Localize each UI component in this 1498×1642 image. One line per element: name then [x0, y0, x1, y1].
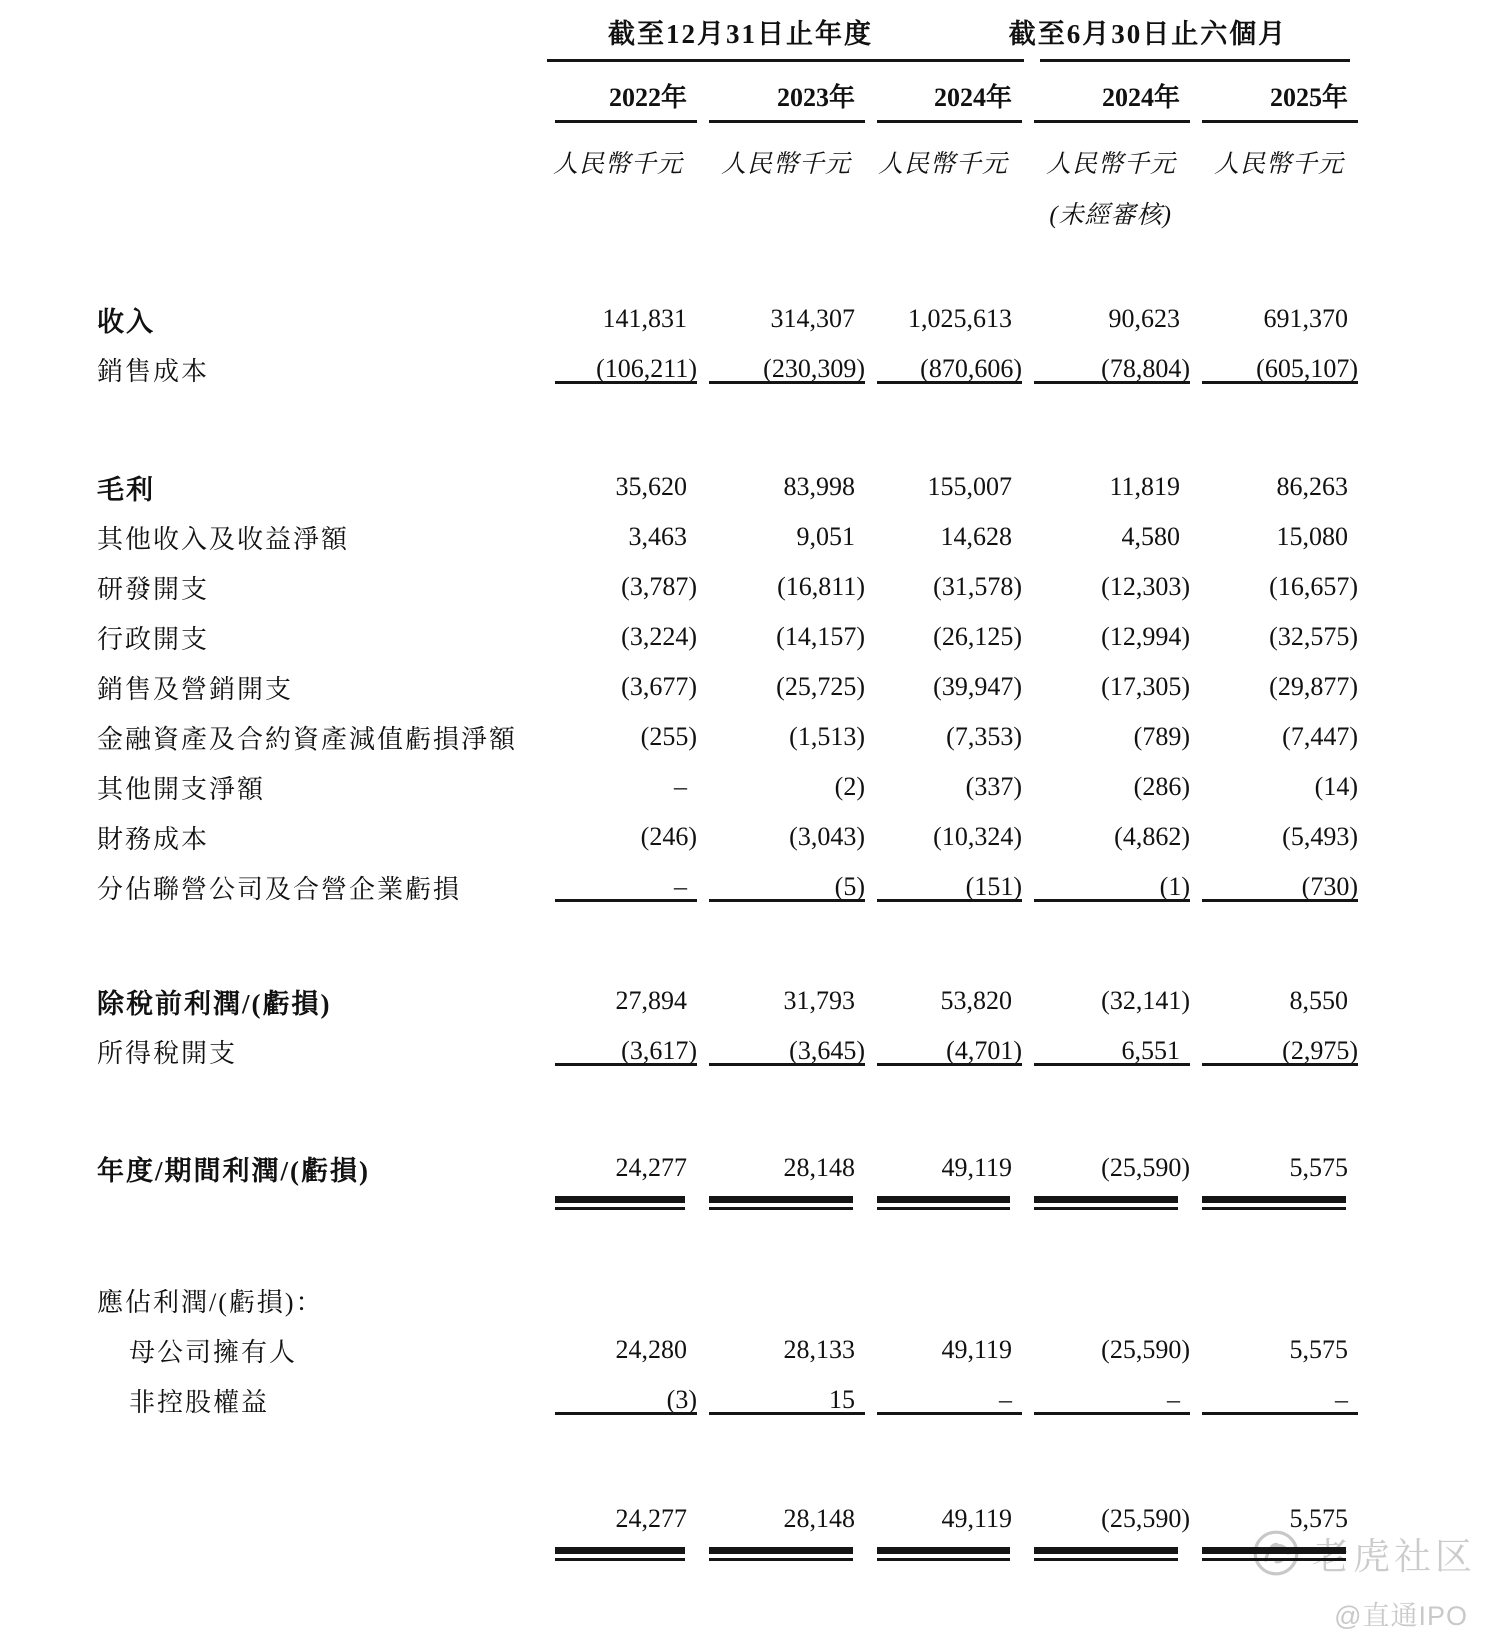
value-cell — [1192, 1335, 1360, 1365]
value-cell — [1192, 872, 1360, 902]
value-cell — [545, 522, 699, 552]
value-cell — [1192, 722, 1360, 752]
value-text: 83,998 — [783, 472, 855, 501]
value-text: (3,617) — [621, 1036, 697, 1065]
row-label: 除稅前利潤/(虧損) — [97, 988, 332, 1019]
value-text: (2) — [834, 772, 865, 801]
year-header-2023: 2023年 — [699, 77, 867, 123]
value-cell — [699, 772, 867, 802]
value-text: (4,701) — [946, 1036, 1022, 1065]
value-cell — [699, 572, 867, 602]
spacer — [0, 1425, 1498, 1494]
value-text: (10,324) — [933, 822, 1022, 851]
value-cell — [867, 622, 1024, 652]
table-row — [0, 512, 1498, 562]
value-text: 49,119 — [941, 1504, 1012, 1533]
value-cell — [1192, 304, 1360, 334]
double-rule-row — [0, 1544, 1498, 1561]
spacer — [0, 1210, 1498, 1275]
value-text: 6,551 — [1121, 1036, 1180, 1065]
value-text: (3) — [666, 1385, 697, 1414]
value-cell — [699, 986, 867, 1016]
value-cell — [1024, 522, 1192, 552]
row-label: 金融資產及合約資產減值虧損淨額 — [97, 724, 518, 754]
value-cell — [867, 772, 1024, 802]
value-cell — [699, 354, 867, 384]
row-label: 財務成本 — [97, 824, 210, 854]
value-cell — [699, 822, 867, 852]
value-cell — [699, 1153, 867, 1183]
value-text: (106,211) — [596, 354, 697, 383]
value-text: (605,107) — [1256, 354, 1358, 383]
double-rule — [1034, 1547, 1178, 1561]
value-text: 9,051 — [796, 522, 855, 551]
year-header-row — [0, 62, 1498, 123]
value-cell — [1192, 572, 1360, 602]
value-cell — [1024, 772, 1192, 802]
value-cell — [1024, 472, 1192, 502]
value-cell — [545, 354, 699, 384]
value-cell — [1192, 354, 1360, 384]
row-label: 年度/期間利潤/(虧損) — [97, 1155, 370, 1186]
value-cell — [1192, 622, 1360, 652]
value-text: (3,224) — [621, 622, 697, 651]
row-label: 所得稅開支 — [97, 1038, 238, 1068]
value-text: 5,575 — [1289, 1504, 1348, 1533]
table-row — [0, 1275, 1498, 1325]
value-cell — [545, 572, 699, 602]
value-text: 5,575 — [1289, 1153, 1348, 1182]
unit-label: 人民幣千元 — [552, 151, 683, 178]
unit-label: 人民幣千元 — [1213, 151, 1344, 178]
double-rule-cell — [1024, 1193, 1192, 1210]
value-cell — [699, 872, 867, 902]
value-cell — [545, 304, 699, 334]
double-rule-cell — [867, 1193, 1024, 1210]
spacer — [0, 1076, 1498, 1143]
value-text: 141,831 — [602, 304, 687, 333]
value-cell — [1192, 1036, 1360, 1066]
column-group-interim-label: 截至6月30日止六個月 — [1008, 18, 1288, 49]
row-label: 行政開支 — [97, 624, 210, 654]
value-text: (39,947) — [933, 672, 1022, 701]
value-cell — [1024, 354, 1192, 384]
table-row — [0, 976, 1498, 1026]
value-text: 35,620 — [615, 472, 687, 501]
double-rule-cell — [1024, 1544, 1192, 1561]
value-text: 15,080 — [1276, 522, 1348, 551]
value-cell — [545, 772, 699, 802]
double-rule — [555, 1547, 685, 1561]
table-row — [0, 1143, 1498, 1193]
value-text: (246) — [640, 822, 697, 851]
value-cell — [545, 1335, 699, 1365]
row-label: 母公司擁有人 — [129, 1337, 298, 1367]
value-text: (14) — [1314, 772, 1358, 801]
value-cell — [545, 472, 699, 502]
value-text: (12,994) — [1101, 622, 1190, 651]
value-text: 49,119 — [941, 1153, 1012, 1182]
value-text: (25,590) — [1101, 1153, 1190, 1182]
table-row — [0, 1325, 1498, 1375]
value-cell — [1192, 672, 1360, 702]
value-cell — [699, 1036, 867, 1066]
value-cell — [699, 472, 867, 502]
value-cell — [1024, 1153, 1192, 1183]
table-body — [0, 294, 1498, 1561]
value-cell — [1024, 722, 1192, 752]
value-text: (4,862) — [1114, 822, 1190, 851]
unit-label: 人民幣千元 — [720, 151, 851, 178]
table-row — [0, 662, 1498, 712]
year-header-2024-interim: 2024年 — [1024, 77, 1192, 123]
value-cell — [867, 672, 1024, 702]
value-cell — [545, 872, 699, 902]
value-text: (31,578) — [933, 572, 1022, 601]
value-cell — [545, 1385, 699, 1415]
row-label: 非控股權益 — [129, 1387, 270, 1417]
value-text: 24,280 — [615, 1335, 687, 1364]
value-text: – — [674, 772, 687, 801]
spacer — [0, 912, 1498, 976]
row-label: 其他收入及收益淨額 — [97, 524, 350, 554]
value-text: (2,975) — [1282, 1036, 1358, 1065]
value-cell — [699, 722, 867, 752]
value-cell — [1192, 1153, 1360, 1183]
value-cell — [1024, 1036, 1192, 1066]
value-cell — [1024, 1335, 1192, 1365]
value-text: 691,370 — [1263, 304, 1348, 333]
value-text: – — [999, 1385, 1012, 1414]
value-text: 24,277 — [615, 1504, 687, 1533]
double-rule — [709, 1547, 853, 1561]
table-row — [0, 812, 1498, 862]
value-cell — [867, 986, 1024, 1016]
double-rule-cell — [545, 1544, 699, 1561]
value-text: (255) — [640, 722, 697, 751]
value-text: 3,463 — [628, 522, 687, 551]
table-row — [0, 762, 1498, 812]
row-label: 其他開支淨額 — [97, 774, 266, 804]
value-cell — [699, 1504, 867, 1534]
double-rule-cell — [699, 1193, 867, 1210]
value-cell — [545, 1153, 699, 1183]
column-group-interim — [1008, 0, 1360, 62]
year-header-2024: 2024年 — [867, 77, 1024, 123]
value-cell — [867, 1504, 1024, 1534]
year-header-2025-interim: 2025年 — [1192, 77, 1360, 123]
table-row — [0, 1375, 1498, 1425]
value-cell — [867, 1036, 1024, 1066]
value-text: – — [674, 872, 687, 901]
value-text: (1,513) — [789, 722, 865, 751]
row-label: 分佔聯營公司及合營企業虧損 — [97, 874, 462, 904]
value-text: (5) — [834, 872, 865, 901]
table-row — [0, 562, 1498, 612]
value-text: (7,447) — [1282, 722, 1358, 751]
value-cell — [545, 822, 699, 852]
double-rule-cell — [699, 1544, 867, 1561]
value-text: (26,125) — [933, 622, 1022, 651]
value-cell — [1024, 572, 1192, 602]
value-cell — [699, 672, 867, 702]
value-text: (3,787) — [621, 572, 697, 601]
value-text: (337) — [965, 772, 1022, 801]
value-text: 155,007 — [927, 472, 1012, 501]
value-text: (16,657) — [1269, 572, 1358, 601]
value-cell — [1192, 986, 1360, 1016]
double-rule — [709, 1196, 853, 1210]
value-cell — [1192, 1385, 1360, 1415]
double-rule-cell — [1192, 1193, 1360, 1210]
double-rule — [1034, 1196, 1178, 1210]
table-row — [0, 1026, 1498, 1076]
value-text: 14,628 — [940, 522, 1012, 551]
year-header-2022: 2022年 — [545, 77, 699, 123]
value-text: (25,590) — [1101, 1504, 1190, 1533]
double-rule-cell — [867, 1544, 1024, 1561]
value-text: (78,804) — [1101, 354, 1190, 383]
value-text: 27,894 — [615, 986, 687, 1015]
value-text: 1,025,613 — [908, 304, 1012, 333]
value-text: (3,645) — [789, 1036, 865, 1065]
value-cell — [867, 522, 1024, 552]
value-text: (3,677) — [621, 672, 697, 701]
watermark-brand-text: 老虎社区 — [1312, 1536, 1476, 1577]
value-text: 24,277 — [615, 1153, 687, 1182]
value-cell — [545, 672, 699, 702]
value-cell — [545, 1504, 699, 1534]
value-cell — [545, 1036, 699, 1066]
value-cell — [867, 722, 1024, 752]
value-cell — [867, 354, 1024, 384]
value-text: 28,133 — [783, 1335, 855, 1364]
value-text: 86,263 — [1276, 472, 1348, 501]
value-text: (730) — [1301, 872, 1358, 901]
value-text: 90,623 — [1108, 304, 1180, 333]
table-row — [0, 612, 1498, 662]
double-rule-cell — [1192, 1544, 1360, 1561]
unit-label: 人民幣千元 — [877, 151, 1008, 178]
value-cell — [1192, 822, 1360, 852]
unit-row — [0, 123, 1498, 190]
value-cell — [1024, 822, 1192, 852]
value-text: (5,493) — [1282, 822, 1358, 851]
value-cell — [545, 722, 699, 752]
value-text: (32,141) — [1101, 986, 1190, 1015]
value-text: (7,353) — [946, 722, 1022, 751]
value-text: – — [1167, 1385, 1180, 1414]
value-text: 314,307 — [770, 304, 855, 333]
value-text: 28,148 — [783, 1504, 855, 1533]
value-text: (16,811) — [777, 572, 865, 601]
table-row — [0, 344, 1498, 394]
value-text: (3,043) — [789, 822, 865, 851]
unaudited-note: (未經審核) — [1049, 201, 1172, 229]
row-label: 應佔利潤/(虧損)： — [97, 1287, 324, 1317]
total-row — [0, 1494, 1498, 1544]
value-text: (151) — [965, 872, 1022, 901]
value-text: (17,305) — [1101, 672, 1190, 701]
double-rule — [555, 1196, 685, 1210]
row-label: 研發開支 — [97, 574, 210, 604]
value-cell — [1024, 622, 1192, 652]
value-text: 5,575 — [1289, 1335, 1348, 1364]
value-text: 15 — [829, 1385, 855, 1414]
value-text: (12,303) — [1101, 572, 1190, 601]
value-text: 53,820 — [940, 986, 1012, 1015]
value-text: – — [1335, 1385, 1348, 1414]
unaudited-row — [0, 190, 1498, 235]
column-group-annual-label: 截至12月31日止年度 — [608, 18, 873, 49]
double-rule — [877, 1196, 1010, 1210]
double-rule — [1202, 1547, 1346, 1561]
value-cell — [1024, 672, 1192, 702]
double-rule-row — [0, 1193, 1498, 1210]
value-text: 28,148 — [783, 1153, 855, 1182]
row-label: 毛利 — [97, 474, 155, 505]
spacer — [0, 394, 1498, 462]
value-text: (29,877) — [1269, 672, 1358, 701]
value-cell — [867, 1385, 1024, 1415]
row-label: 收入 — [97, 306, 155, 337]
table-row — [0, 462, 1498, 512]
table-row — [0, 294, 1498, 344]
value-cell — [1024, 304, 1192, 334]
value-cell — [699, 1335, 867, 1365]
value-text: (230,309) — [763, 354, 865, 383]
value-cell — [1192, 1504, 1360, 1534]
value-text: 11,819 — [1109, 472, 1180, 501]
value-cell — [1192, 472, 1360, 502]
value-cell — [867, 304, 1024, 334]
value-cell — [867, 1153, 1024, 1183]
table-row — [0, 862, 1498, 912]
value-text: (870,606) — [920, 354, 1022, 383]
value-cell — [699, 622, 867, 652]
value-cell — [1192, 772, 1360, 802]
column-group-annual — [545, 0, 1024, 62]
value-cell — [867, 1335, 1024, 1365]
value-text: 8,550 — [1289, 986, 1348, 1015]
value-cell — [1192, 522, 1360, 552]
row-label: 銷售及營銷開支 — [97, 674, 294, 704]
column-group-header-row — [0, 0, 1498, 62]
value-cell — [545, 622, 699, 652]
value-cell — [1024, 1385, 1192, 1415]
value-cell — [867, 822, 1024, 852]
value-cell — [699, 304, 867, 334]
value-text: (286) — [1133, 772, 1190, 801]
value-cell — [867, 572, 1024, 602]
unit-label: 人民幣千元 — [1045, 151, 1176, 178]
value-cell — [699, 1385, 867, 1415]
value-cell — [1024, 986, 1192, 1016]
value-cell — [1024, 1504, 1192, 1534]
value-text: (32,575) — [1269, 622, 1358, 651]
value-text: 4,580 — [1121, 522, 1180, 551]
spacer — [0, 235, 1498, 294]
value-cell — [699, 522, 867, 552]
value-text: (25,590) — [1101, 1335, 1190, 1364]
value-cell — [867, 472, 1024, 502]
value-text: 49,119 — [941, 1335, 1012, 1364]
double-rule — [877, 1547, 1010, 1561]
value-cell — [545, 986, 699, 1016]
row-label: 銷售成本 — [97, 356, 210, 386]
value-text: (1) — [1159, 872, 1190, 901]
double-rule-cell — [545, 1193, 699, 1210]
value-text: (25,725) — [776, 672, 865, 701]
watermark-handle-text: @直通IPO — [1334, 1601, 1468, 1631]
value-cell — [867, 872, 1024, 902]
table-row — [0, 712, 1498, 762]
value-text: (14,157) — [776, 622, 865, 651]
value-text: 31,793 — [783, 986, 855, 1015]
value-text: (789) — [1133, 722, 1190, 751]
double-rule — [1202, 1196, 1346, 1210]
value-cell — [1024, 872, 1192, 902]
